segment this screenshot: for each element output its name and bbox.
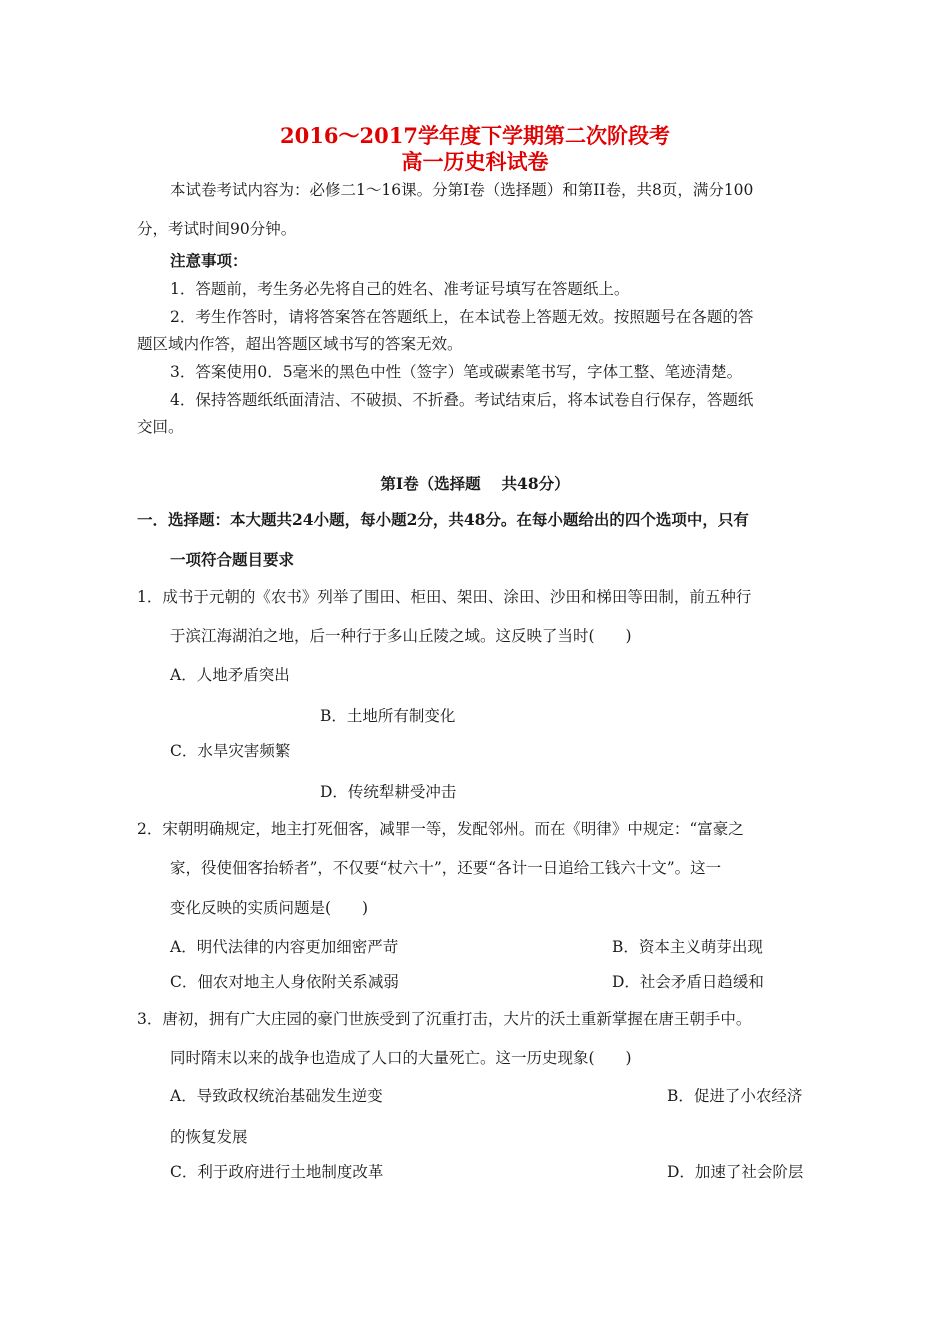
question-2-stem-line-1: 2．宋朝明确规定，地主打死佃客，减罪一等，发配邻州。而在《明律》中规定：“富豪之 <box>137 820 744 838</box>
question-1-stem-line-1: 1．成书于元朝的《农书》列举了围田、柜田、架田、涂田、沙田和梯田等田制，前五种行 <box>137 588 752 606</box>
question-2-option-d: D．社会矛盾日趋缓和 <box>612 973 764 991</box>
section-instructions-line-1: 一．选择题：本大题共24小题，每小题2分，共48分。在每小题给出的四个选项中，只有 <box>137 510 749 529</box>
question-3-option-d: D．加速了社会阶层 <box>667 1163 804 1181</box>
question-3-stem-line-1: 3．唐初，拥有广大庄园的豪门世族受到了沉重打击，大片的沃土重新掌握在唐王朝手中。 <box>137 1010 752 1028</box>
exam-subtitle: 高一历史科试卷 <box>401 149 549 174</box>
question-3-option-b: B．促进了小农经济 <box>667 1087 803 1105</box>
section-instructions-line-2: 一项符合题目要求 <box>170 550 295 569</box>
question-2-option-b: B．资本主义萌芽出现 <box>612 938 763 956</box>
question-2-option-a: A．明代法律的内容更加细密严苛 <box>170 938 399 956</box>
question-1-option-c: C．水旱灾害频繁 <box>170 742 291 760</box>
question-3-option-c: C．利于政府进行土地制度改革 <box>170 1163 384 1181</box>
note-item-4-line-2: 交回。 <box>137 418 184 436</box>
question-3-stem-line-2: 同时隋末以来的战争也造成了人口的大量死亡。这一历史现象( ) <box>170 1049 632 1067</box>
note-item-2-line-1: 2．考生作答时，请将答案答在答题纸上，在本试卷上答题无效。按照题号在各题的答 <box>170 308 754 326</box>
question-1-option-d: D．传统犁耕受冲击 <box>320 783 457 801</box>
note-item-2-line-2: 题区域内作答，超出答题区域书写的答案无效。 <box>137 335 463 353</box>
question-2-stem-line-3: 变化反映的实质问题是( ) <box>170 899 369 917</box>
question-2-option-c: C．佃农对地主人身依附关系减弱 <box>170 973 399 991</box>
note-item-1: 1．答题前，考生务必先将自己的姓名、准考证号填写在答题纸上。 <box>170 280 630 298</box>
notes-heading: 注意事项： <box>170 251 248 270</box>
note-item-3: 3．答案使用0．5毫米的黑色中性（签字）笔或碳素笔书写，字体工整、笔迹清楚。 <box>170 363 743 381</box>
exam-title: 2016～2017学年度下学期第二次阶段考 <box>280 123 670 148</box>
question-1-stem-line-2: 于滨江海湖泊之地，后一种行于多山丘陵之域。这反映了当时( ) <box>170 627 632 645</box>
intro-line-2: 分，考试时间90分钟。 <box>137 220 297 238</box>
question-3-option-a: A．导致政权统治基础发生逆变 <box>170 1087 383 1105</box>
intro-line-1: 本试卷考试内容为：必修二1～16课。分第Ⅰ卷（选择题）和第II卷，共8页，满分100 <box>170 181 754 199</box>
question-3-option-b-continued: 的恢复发展 <box>170 1128 248 1146</box>
question-2-stem-line-2: 家，役使佃客抬轿者”，不仅要“杖六十”，还要“各计一日追给工钱六十文”。这一 <box>170 859 722 877</box>
question-1-option-b: B．土地所有制变化 <box>320 707 456 725</box>
question-1-option-a: A．人地矛盾突出 <box>170 666 290 684</box>
section-heading: 第Ⅰ卷（选择题 共48分） <box>380 474 570 493</box>
note-item-4-line-1: 4．保持答题纸纸面清洁、不破损、不折叠。考试结束后，将本试卷自行保存，答题纸 <box>170 391 754 409</box>
